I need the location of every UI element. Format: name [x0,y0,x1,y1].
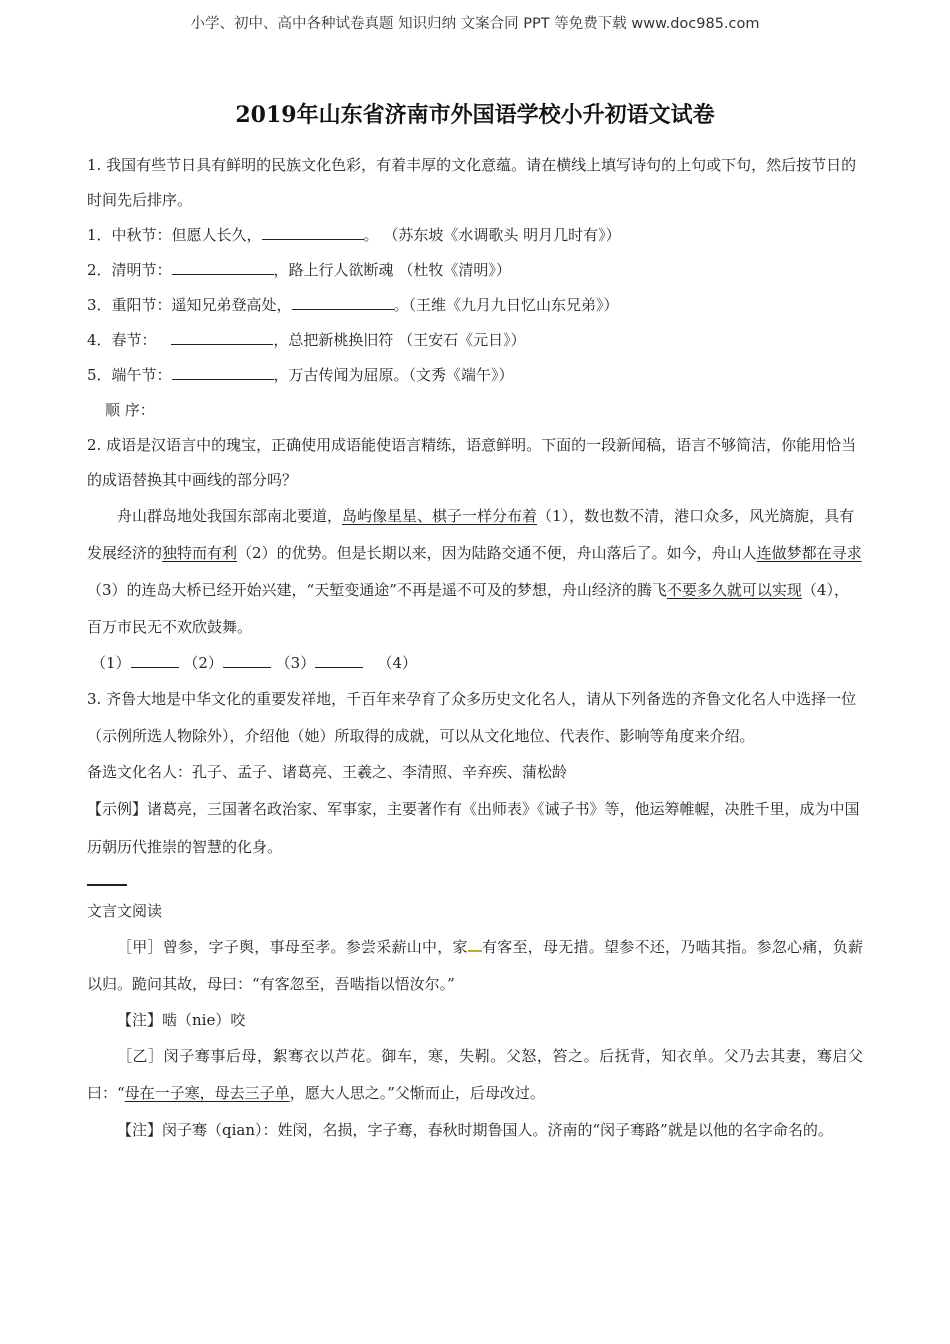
page-title: 2019年山东省济南市外国语学校小升初语文试卷 [235,102,715,128]
q2-blank-3[interactable] [315,649,363,668]
q1-blank-5[interactable] [172,361,274,380]
q1-blank-3[interactable] [292,291,394,310]
q1-stem: 1. 我国有些节日具有鲜明的民族文化色彩，有着丰厚的文化意蕴。请在横线上填写诗句的上句或下句，然后按节日的时间先后排序。 [87,156,857,209]
q3-candidates: 备选文化名人：孔子、孟子、诸葛亮、王羲之、李清照、辛弃疾、蒲松龄 [87,763,568,781]
q1-item-3 [87,288,863,323]
reading-note-1: 【注】啮（nie）咬 [117,1011,246,1029]
page-header: 小学、初中、高中各种试卷真题 知识归纳 文案合同 PPT 等免费下载 www.doc985.com [190,16,760,32]
q2-blank-2[interactable] [223,649,271,668]
q2-answer-label-1: （1） [91,654,131,672]
reading-yi-text-1: ［乙］闵子骞事后母，絮骞衣以芦花。御车，寒，失靷。父怒，笞之。后抚背，知衣单。父乃去其妻，骞启父曰：“ [87,1047,863,1102]
q1-item-3-pre: 3．重阳节：遥知兄弟登高处， [87,296,292,314]
q3-example: 【示例】诸葛亮，三国著名政治家、军事家，主要著作有《出师表》《诫子书》等，他运筹帷幄，决胜千里，成为中国历朝历代推崇的智慧的化身。 [87,800,860,856]
q1-item-1-post: 。 （苏东坡《水调歌头 明月几时有》） [363,226,621,244]
q2-underline-3: 连做梦都在寻求 [756,544,862,562]
reading-jia-text-2: 有客至，母无措。望参不还，乃啮其指。参忽心痛，负薪以归。跪问其故，母曰：“有客忽至，吾啮指以悟汝尔。” [87,938,863,993]
q2-underline-2: 独特而有利 [162,544,238,562]
q1-item-4 [87,323,863,358]
q2-answer-label-4: （4） [377,654,418,672]
q2-text-3: （2）的优势。但是长期以来，因为陆路交通不便，舟山落后了。如今，舟山人 [237,544,757,562]
q2-underline-1: 岛屿像星星、棋子一样分布着 [342,507,538,525]
reading-yi-text-2: ，愿大人思之。”父惭而止，后母改过。 [289,1084,545,1102]
reading-jia-blank[interactable] [468,935,482,952]
q2-stem: 2. 成语是汉语言中的瑰宝，正确使用成语能使语言精练，语意鲜明。下面的一段新闻稿，语言不够简洁，你能用恰当的成语替换其中画线的部分吗？ [87,436,857,489]
q1-blank-2[interactable] [172,256,274,275]
q2-answer-label-3: （3） [275,654,316,672]
q1-item-4-pre: 4．春节： [87,331,162,349]
q2-text-2: （1），数也数不清，港口众多，风光旖旎，具有发展经济的 [87,507,855,562]
reading-jia-text-1: ［甲］曾参，字子舆，事母至孝。参尝采薪山中，家 [117,938,468,956]
reading-heading: 文言文阅读 [87,902,163,920]
q1-item-2-post: ，路上行人欲断魂 （杜牧《清明》） [273,261,511,279]
reading-note-2: 【注】闵子骞（qian）：姓闵，名损，字子骞，春秋时期鲁国人。济南的“闵子骞路”就是以他的名字命名的。 [117,1121,833,1139]
q1-item-1-pre: 1．中秋节：但愿人长久， [87,226,262,244]
q2-answers [87,646,863,681]
q2-text-4: （3）的连岛大桥已经开始兴建，“天堑变通途”不再是遥不可及的梦想，舟山经济的腾飞 [87,581,667,599]
reading-yi [87,1038,863,1112]
q1-item-5 [87,358,863,393]
q1-item-1 [87,218,863,253]
q2-blank-1[interactable] [131,649,179,668]
q2-text-1: 舟山群岛地处我国东部南北要道， [117,507,343,525]
section-divider [87,884,127,886]
q1-blank-1[interactable] [262,221,364,240]
q2-underline-4: 不要多久就可以实现 [666,581,802,599]
reading-yi-underline: 母在一子寒，母去三子单 [124,1084,290,1102]
q1-item-2 [87,253,863,288]
q1-item-5-post: ，万古传闻为屈原。（文秀《端午》） [273,366,514,384]
q1-item-3-post: 。（王维《九月九日忆山东兄弟》） [393,296,619,314]
q2-passage [87,498,863,646]
reading-jia [87,929,863,1003]
q3-stem: 3. 齐鲁大地是中华文化的重要发祥地，千百年来孕育了众多历史文化名人，请从下列备选的齐鲁文化名人中选择一位（示例所选人物除外），介绍他（她）所取得的成就，可以从文化地位、代表作、影响等角度来介绍。 [87,690,857,745]
q2-answer-label-2: （2） [183,654,223,672]
q1-item-2-pre: 2．清明节： [87,261,172,279]
q2-text-5: （4），百万市民无不欢欣鼓舞。 [87,581,849,636]
q1-order: 顺 序： [105,401,155,419]
exam-content [87,148,863,1149]
q1-blank-4[interactable] [171,326,273,345]
q1-item-4-post: ，总把新桃换旧符 （王安石《元日》） [273,331,526,349]
q1-item-5-pre: 5．端午节： [87,366,172,384]
